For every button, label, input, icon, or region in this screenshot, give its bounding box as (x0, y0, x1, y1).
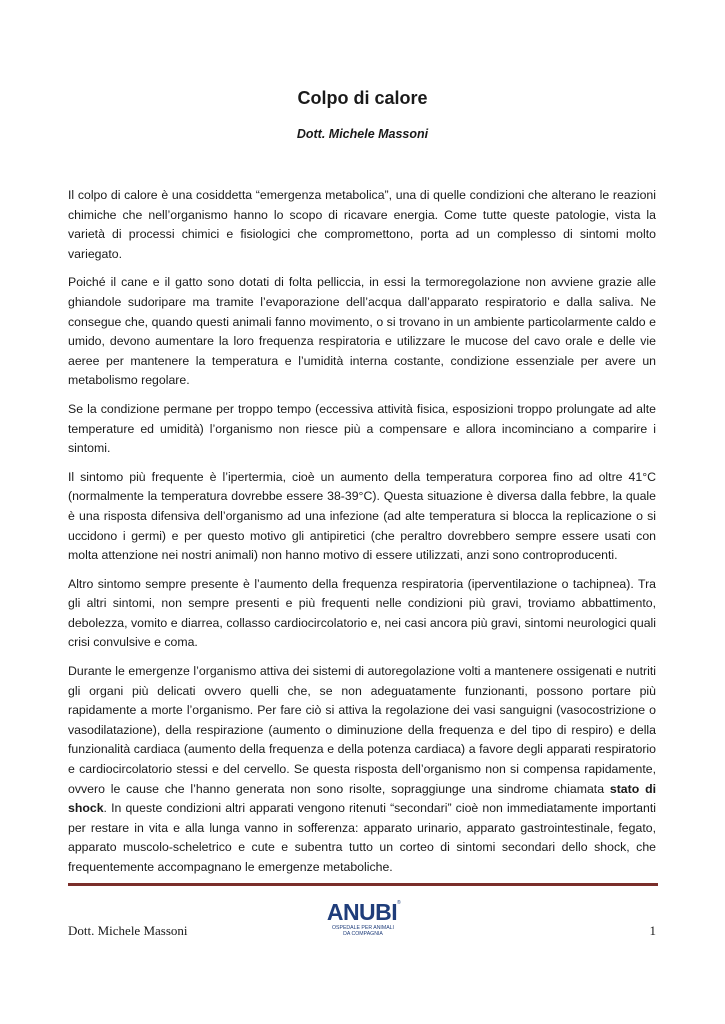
paragraph-6-text-before: Durante le emergenze l’organismo attiva dei sistemi di autoregolazione volti a mantenere ossigenati e nutriti gli organi più delicati ovvero quelli che, se non adeguatamente funzionanti, possono portare più rapidamente a morte l’organismo. Per fare ciò si attiva la regolazione dei vasi sanguigni (vasocostrizione o vasodilatazione), della respirazione (aumento o diminuzione della frequenza e del tipo di respiro) e della funzionalità cardiaca (aumento della frequenza e della potenza cardiaca) a favore degli apparati respiratorio e cardiocircolatorio stessi e del cervello. Se questa risposta dell’organismo non si compensa rapidamente, ovvero le cause che l’hanno generata non sono risolte, sopraggiunge una sindrome chiamata (68, 664, 656, 796)
paragraph-3: Se la condizione permane per troppo tempo (eccessiva attività fisica, esposizioni troppo prolungate ad alte temperature ed umidità) l’organismo non riesce più a compensare e allora incominciano a comparire i sintomi. (68, 401, 656, 456)
paragraph-4: Il sintomo più frequente è l’ipertermia, cioè un aumento della temperatura corporea fino ad oltre 41°C (normalmente la temperatura dovrebbe essere 38-39°C). Questa situazione è diversa dalla febbre, la quale è una risposta difensiva dell’organismo ad una infezione (ad alte temperatura si blocca la replicazione o si uccidono i germi) e per questo motivo gli antipiretici (che peraltro dovrebbero sempre essere usati con molta attenzione nei nostri animali) non hanno motivo di essere utilizzati, anzi sono controproducenti. (68, 469, 656, 563)
footer-divider (68, 883, 658, 886)
paragraph-1: Il colpo di calore è una cosiddetta “emergenza metabolica”, una di quelle condizioni che alterano le reazioni chimiche che nell’organismo hanno lo scopo di ricavare energia. Come tutte queste patologie, vista la varietà di processi chimici e fisiologici che compromettono, porta ad un complesso di sintomi molto variegato. (68, 188, 656, 261)
page-number: 1 (649, 923, 656, 938)
logo-wordmark: ANUBI (326, 899, 398, 925)
document-body (68, 186, 656, 887)
logo-registered-mark: ® (397, 900, 401, 906)
document-title: Colpo di calore (297, 88, 428, 108)
paragraph-6-text-after: . In queste condizioni altri apparati vengono ritenuti “secondari” cioè non immediatamente importanti per restare in vita e alla lunga vanno in sofferenza: apparato urinario, apparato gastrointestinale, fegato, apparato muscolo-scheletrico e cute e subentra tutto un corteo di sintomi secondari dello shock, che frequentemente accompagnano le emergenze metaboliche. (68, 801, 656, 874)
paragraph-6-bold-term: stato di shock (68, 781, 656, 816)
logo-subtitle-line-1: OSPEDALE PER ANIMALI (332, 925, 394, 931)
paragraph-5: Altro sintomo sempre presente è l’aumento della frequenza respiratoria (iperventilazione o tachipnea). Tra gli altri sintomi, non sempre presenti e più frequenti nelle condizioni più gravi, troviamo abbattimento, debolezza, vomito e diarrea, collasso cardiocircolatorio e, nei casi ancora più gravi, sintomi neurologici quali crisi convulsive e coma. (68, 576, 656, 650)
paragraph-6 (68, 662, 656, 878)
document-author: Dott. Michele Massoni (296, 127, 429, 141)
logo-subtitle-line-2: DA COMPAGNIA (343, 931, 383, 937)
paragraph-2: Poiché il cane e il gatto sono dotati di folta pelliccia, in essi la termoregolazione non avviene grazie alle ghiandole sudoripare ma tramite l’evaporazione dell’acqua dall’apparato respiratorio e dalla saliva. Ne consegue che, quando questi animali fanno movimento, o si trovano in un ambiente particolarmente caldo e umido, devono aumentare la loro frequenza respiratoria e utilizzare le mucose del cavo orale e delle vie aeree per mantenere la temperatura e l’umidità interna costante, condizione essenziale per avere un metabolismo regolare. (68, 275, 656, 388)
footer-author: Dott. Michele Massoni (68, 923, 188, 938)
anubi-logo (322, 896, 404, 942)
